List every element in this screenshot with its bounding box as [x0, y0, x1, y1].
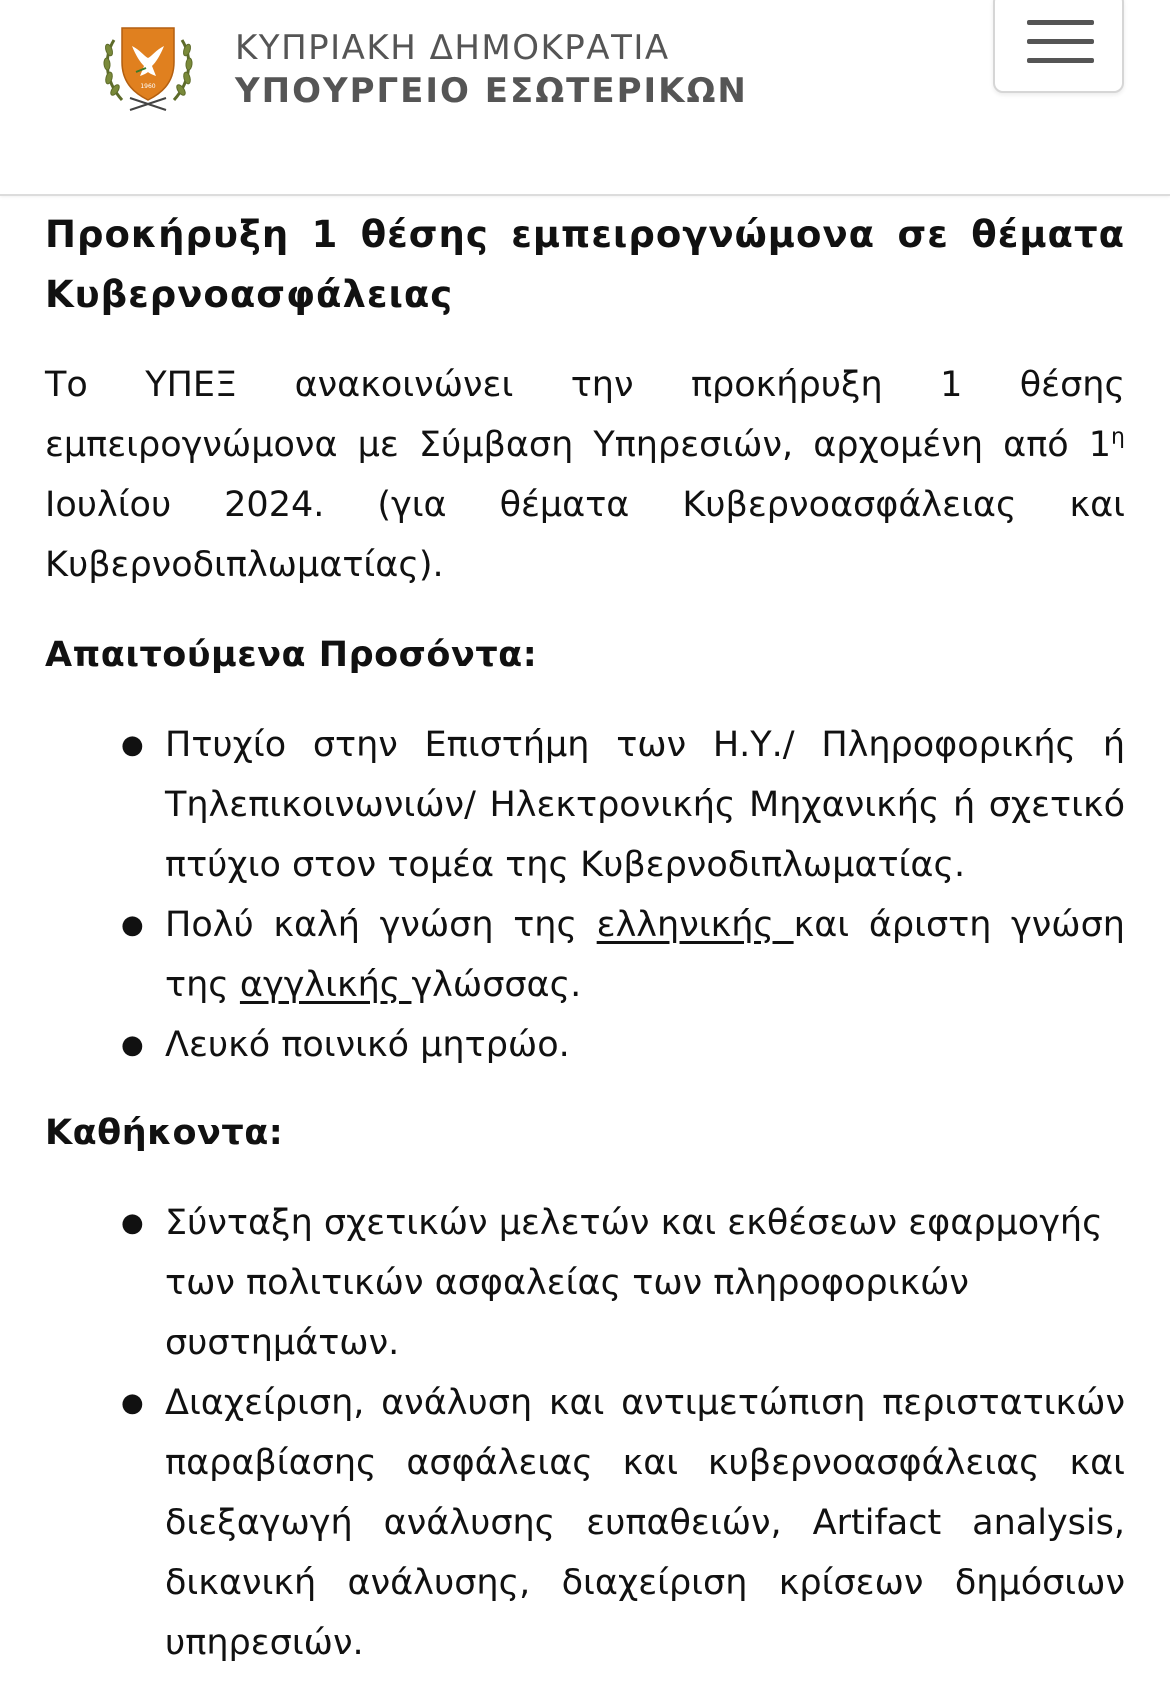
list-item — [121, 1193, 1125, 1373]
qualification-degree: Πτυχίο στην Επιστήμη των Η.Υ./ Πληροφορικής ή Τηλεπικοινωνιών/ Ηλεκτρονικής Μηχανικής ή σχετικό πτύχιο στον τομέα της Κυβερνοδιπλωματίας. — [165, 725, 1125, 885]
list-item — [121, 715, 1125, 895]
bullet-icon: ● — [121, 1388, 144, 1418]
duty-studies: Σύνταξη σχετικών μελετών και εκθέσεων εφαρμογής των πολιτικών ασφαλείας των πληροφορικών συστημάτων. — [165, 1203, 1103, 1363]
article-intro — [45, 355, 1125, 595]
bullet-icon: ● — [121, 910, 144, 940]
brand-country-name: ΚΥΠΡΙΑΚΗ ΔΗΜΟΚΡΑΤΙΑ — [235, 28, 670, 68]
menu-bar-middle — [1027, 39, 1094, 44]
hamburger-menu-button[interactable] — [993, 0, 1124, 93]
english-language-link[interactable]: αγγλικής — [239, 965, 412, 1005]
menu-bar-bottom — [1027, 58, 1094, 63]
intro-rest-text: Ιουλίου 2024. (για θέματα Κυβερνοασφάλειας και Κυβερνοδιπλωματίας). — [45, 485, 1125, 585]
article-content — [45, 205, 1125, 1701]
site-header — [0, 0, 1170, 196]
qualifications-list — [45, 715, 1125, 1075]
list-item — [121, 1015, 1125, 1075]
intro-superscript: η — [1111, 424, 1125, 450]
cyprus-coat-of-arms-icon[interactable] — [100, 22, 196, 116]
bullet-icon: ● — [121, 1030, 144, 1060]
duties-heading: Καθήκοντα: — [45, 1113, 284, 1153]
menu-bar-top — [1027, 20, 1094, 25]
svg-text:1960: 1960 — [140, 83, 156, 90]
qualifications-heading: Απαιτούμενα Προσόντα: — [45, 635, 538, 675]
duty-incident-management: Διαχείριση, ανάλυση και αντιμετώπιση περιστατικών παραβίασης ασφάλειας και κυβερνοασφάλειας και διεξαγωγή ανάλυσης ευπαθειών, Artifact analysis, δικανική ανάλυσης, διαχείριση κρίσεων δημόσιων υπηρεσιών. — [165, 1383, 1125, 1663]
list-item — [121, 895, 1125, 1015]
qualification-language-part1: Πολύ καλή γνώση της — [165, 905, 597, 945]
greek-language-link[interactable]: ελληνικής — [596, 905, 794, 945]
bullet-icon: ● — [121, 730, 144, 760]
list-item — [121, 1373, 1125, 1673]
brand-ministry-name: ΥΠΟΥΡΓΕΙΟ ΕΣΩΤΕΡΙΚΩΝ — [235, 71, 748, 111]
qualification-criminal-record: Λευκό ποινικό μητρώο. — [165, 1025, 570, 1065]
qualification-language-part2: και άριστη γνώση της — [165, 905, 1125, 1005]
bullet-icon: ● — [121, 1208, 144, 1238]
qualification-language-part3: γλώσσας. — [411, 965, 582, 1005]
site-brand[interactable] — [235, 28, 748, 114]
article-title: Προκήρυξη 1 θέσης εμπειρογνώμονα σε θέματα Κυβερνοασφάλειας — [45, 213, 1125, 316]
duties-list — [45, 1193, 1125, 1673]
intro-main-text: Το ΥΠΕΞ ανακοινώνει την προκήρυξη 1 θέσης εμπειρογνώμονα με Σύμβαση Υπηρεσιών, αρχομένη από 1 — [45, 365, 1125, 465]
